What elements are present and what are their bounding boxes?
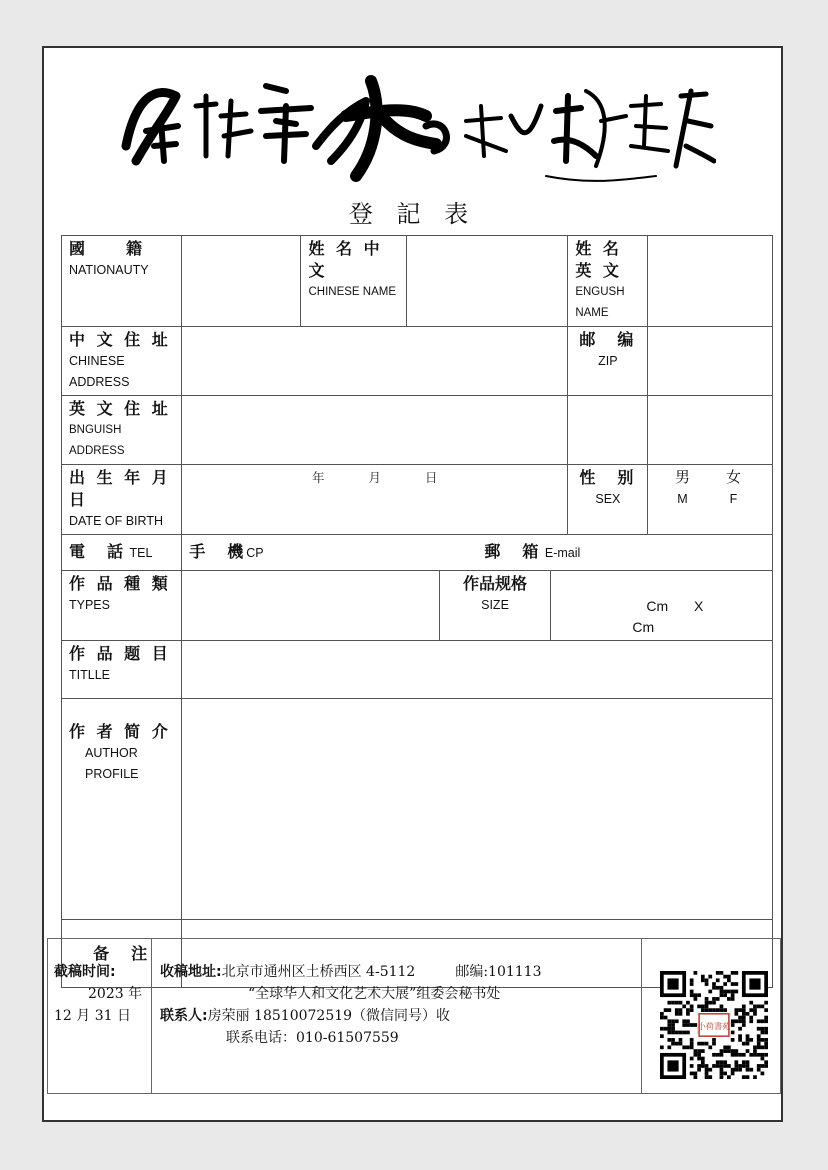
email-label: 郵 箱: [484, 542, 542, 561]
row-title: [62, 641, 773, 699]
en-address-extra-field[interactable]: [568, 396, 648, 465]
en-address-field[interactable]: [182, 396, 568, 465]
row-chinese-address: [62, 327, 773, 396]
postcode: 邮编:101113: [455, 964, 542, 980]
dob-year: 年: [312, 470, 325, 485]
dob-month: 月: [368, 470, 382, 485]
english-name-label-cell: 姓 名 英 文 ENGUSH NAME: [568, 236, 648, 327]
registration-form-page: [42, 46, 783, 1122]
chinese-name-label-cell: 姓 名 中 文 CHINESE NAME: [301, 236, 406, 327]
row-contact: [62, 535, 773, 571]
types-field[interactable]: [182, 571, 439, 641]
remarks-label-cell: 备 注: [62, 920, 182, 988]
calligraphy-title-image: [116, 66, 716, 186]
types-label-cell: 作 品 種 類 TYPES: [62, 571, 182, 641]
qr-code-icon: [660, 971, 768, 1079]
cn-address-field[interactable]: [182, 327, 568, 396]
en-address-label-cell: 英 文 住 址 BNGUISH ADDRESS: [62, 396, 182, 465]
author-profile-field[interactable]: [182, 699, 773, 920]
sex-male-option[interactable]: 男: [674, 468, 690, 486]
contact-phone: 联系电话：010-61507559: [226, 1030, 399, 1046]
zip-label-cell: 邮 编 ZIP: [568, 327, 648, 396]
sex-female-option[interactable]: 女: [725, 468, 741, 486]
nationality-field[interactable]: [182, 236, 301, 327]
qr-stamp-text: 小荷書苑: [697, 1021, 731, 1032]
sex-label-cell: 性 别 SEX: [568, 465, 648, 535]
artwork-title-field[interactable]: [182, 641, 773, 699]
zip-field[interactable]: [648, 327, 773, 396]
dob-field[interactable]: [182, 465, 568, 535]
chinese-name-field[interactable]: [406, 236, 567, 327]
contact-field[interactable]: 手 機CP 郵 箱 E-mail: [182, 535, 773, 571]
cn-address-label-cell: 中 文 住 址 CHINESE ADDRESS: [62, 327, 182, 396]
en-address-extra-field-2[interactable]: [648, 396, 773, 465]
address-value: 北京市通州区土桥西区 4-5112: [221, 964, 416, 980]
row-birth-sex: [62, 465, 773, 535]
cp-label: 手 機: [189, 542, 247, 561]
row-names: [62, 236, 773, 327]
sex-field[interactable]: 男 女 M F: [648, 465, 773, 535]
title-label-cell: 作 品 题 目 TITLLE: [62, 641, 182, 699]
deadline-block: 截稿时间: 2023 年 12 月 31 日: [48, 939, 152, 1093]
profile-label-cell: 作 者 简 介 AUTHOR PROFILE: [62, 699, 182, 920]
row-profile: [62, 699, 773, 920]
nationality-label-cell: 國 籍 NATIONAUTY: [62, 236, 182, 327]
row-english-address: [62, 396, 773, 465]
submission-info-footer: [47, 938, 781, 1094]
registration-table: [61, 235, 773, 988]
tel-label-cell: 電 話 TEL: [62, 535, 182, 571]
row-types-size: [62, 571, 773, 641]
committee: “全球华人和文化艺术大展”组委会秘书处: [248, 986, 501, 1002]
form-title: 登 記 表: [348, 200, 477, 228]
size-label-cell: 作品规格 SIZE: [439, 571, 551, 641]
dob-label-cell: 出 生 年 月 日 DATE OF BIRTH: [62, 465, 182, 535]
contact-value: 房荣丽 18510072519（微信同号）收: [207, 1008, 451, 1024]
english-name-field[interactable]: [648, 236, 773, 327]
dob-day: 日: [425, 470, 438, 485]
size-field[interactable]: Cm X Cm: [551, 571, 773, 641]
address-block: 收稿地址:北京市通州区土桥西区 4-5112 邮编:101113 “全球华人和文化艺术大展”组委会秘书处 联系人:房荣丽 18510072519（微信同号）收 联系电话：010-61507559: [152, 939, 642, 1093]
